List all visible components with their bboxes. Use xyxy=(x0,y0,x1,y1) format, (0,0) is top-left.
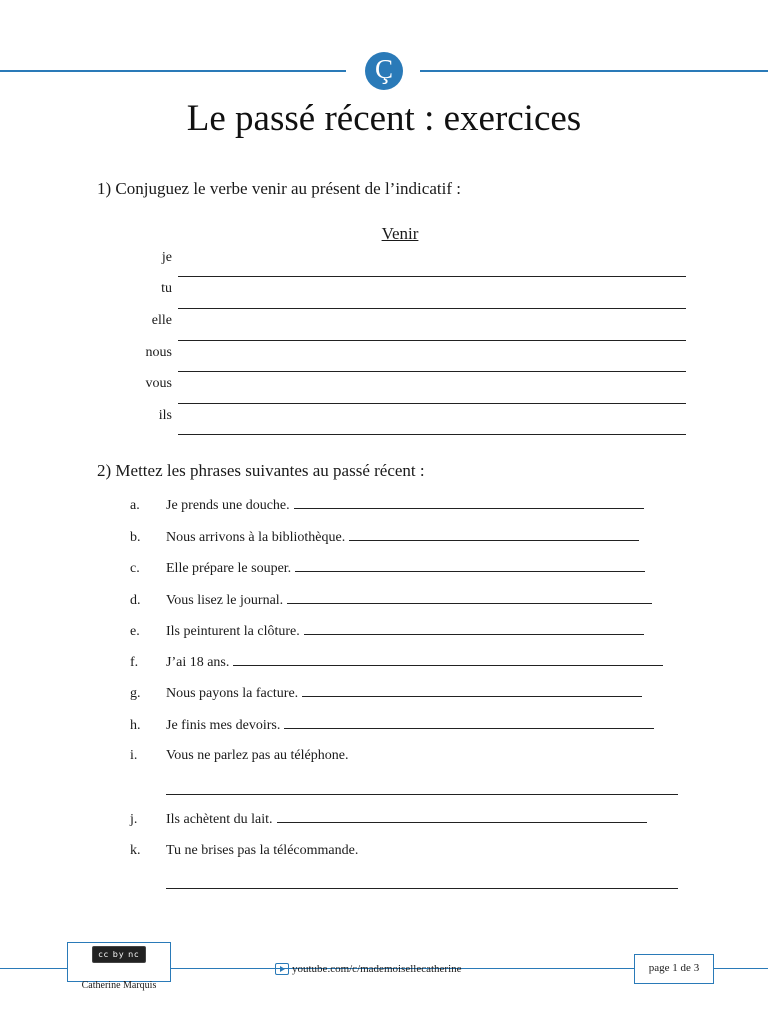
question-2-heading: 2) Mettez les phrases suivantes au passé récent : xyxy=(97,461,425,480)
exercise-item-d xyxy=(130,591,652,610)
author-name: Catherine Marquis xyxy=(81,980,157,991)
item-sentence: Ils peinturent la clôture. xyxy=(166,624,300,639)
answer-line-k[interactable] xyxy=(166,888,678,889)
verb-heading: Venir xyxy=(381,224,419,243)
item-letter: f. xyxy=(130,655,139,670)
item-sentence: J’ai 18 ans. xyxy=(166,655,230,670)
item-sentence: Tu ne brises pas la télécommande. xyxy=(166,843,359,858)
youtube-url[interactable]: youtube.com/c/mademoisellecatherine xyxy=(292,963,462,975)
creative-commons-icon: cc by nc nd xyxy=(92,946,146,963)
answer-blank[interactable] xyxy=(295,559,645,572)
pronoun-vous: vous xyxy=(145,376,172,391)
answer-line-elle[interactable] xyxy=(178,340,686,341)
answer-line-je[interactable] xyxy=(178,276,686,277)
answer-line-ils[interactable] xyxy=(178,434,686,435)
answer-line-tu[interactable] xyxy=(178,308,686,309)
exercise-item-h xyxy=(130,716,654,735)
item-sentence: Je prends une douche. xyxy=(166,498,290,513)
exercise-item-k xyxy=(130,842,358,860)
item-letter: c. xyxy=(130,561,140,576)
exercise-item-g xyxy=(130,684,642,703)
exercise-item-b xyxy=(130,528,639,547)
license-box xyxy=(67,942,171,991)
exercise-item-a xyxy=(130,496,644,515)
item-sentence: Ils achètent du lait. xyxy=(166,812,273,827)
item-letter: b. xyxy=(130,530,141,545)
footer-rule-right xyxy=(714,968,768,969)
answer-blank[interactable] xyxy=(302,684,642,697)
youtube-play-icon xyxy=(275,963,289,975)
answer-blank[interactable] xyxy=(294,496,644,509)
answer-blank[interactable] xyxy=(277,810,647,823)
item-letter: d. xyxy=(130,593,141,608)
item-sentence: Je finis mes devoirs. xyxy=(166,718,281,733)
pronoun-tu: tu xyxy=(161,281,172,296)
exercise-item-e xyxy=(130,622,644,641)
item-letter: i. xyxy=(130,748,138,763)
exercise-item-f xyxy=(130,653,663,672)
exercise-item-i xyxy=(130,747,348,765)
item-letter: j. xyxy=(130,812,138,827)
item-sentence: Nous arrivons à la bibliothèque. xyxy=(166,530,346,545)
answer-blank[interactable] xyxy=(304,622,644,635)
item-letter: h. xyxy=(130,718,141,733)
exercise-item-c xyxy=(130,559,645,578)
pronoun-nous: nous xyxy=(145,345,172,360)
item-letter: g. xyxy=(130,686,141,701)
item-letter: a. xyxy=(130,498,140,513)
answer-line-nous[interactable] xyxy=(178,371,686,372)
answer-blank[interactable] xyxy=(349,528,639,541)
page-number: page 1 de 3 xyxy=(634,954,714,984)
item-letter: k. xyxy=(130,843,141,858)
pronoun-elle: elle xyxy=(151,313,172,328)
header-rule-right xyxy=(420,70,768,72)
answer-blank[interactable] xyxy=(287,591,652,604)
pronoun-je: je xyxy=(161,250,172,265)
youtube-link[interactable] xyxy=(275,962,462,976)
item-sentence: Elle prépare le souper. xyxy=(166,561,292,576)
exercise-item-j xyxy=(130,810,647,829)
footer-rule-left xyxy=(0,968,67,969)
pronoun-ils: ils xyxy=(158,408,172,423)
page-title: Le passé récent : exercices xyxy=(186,98,582,139)
item-sentence: Nous payons la facture. xyxy=(166,686,299,701)
item-sentence: Vous lisez le journal. xyxy=(166,593,284,608)
c-cedilla-logo-icon: Ç xyxy=(365,52,403,90)
header-rule-left xyxy=(0,70,346,72)
answer-blank[interactable] xyxy=(284,716,654,729)
answer-blank[interactable] xyxy=(233,653,663,666)
answer-line-vous[interactable] xyxy=(178,403,686,404)
item-letter: e. xyxy=(130,624,140,639)
item-sentence: Vous ne parlez pas au téléphone. xyxy=(166,748,349,763)
answer-line-i[interactable] xyxy=(166,794,678,795)
question-1-heading: 1) Conjuguez le verbe venir au présent de l’indicatif : xyxy=(97,179,461,198)
